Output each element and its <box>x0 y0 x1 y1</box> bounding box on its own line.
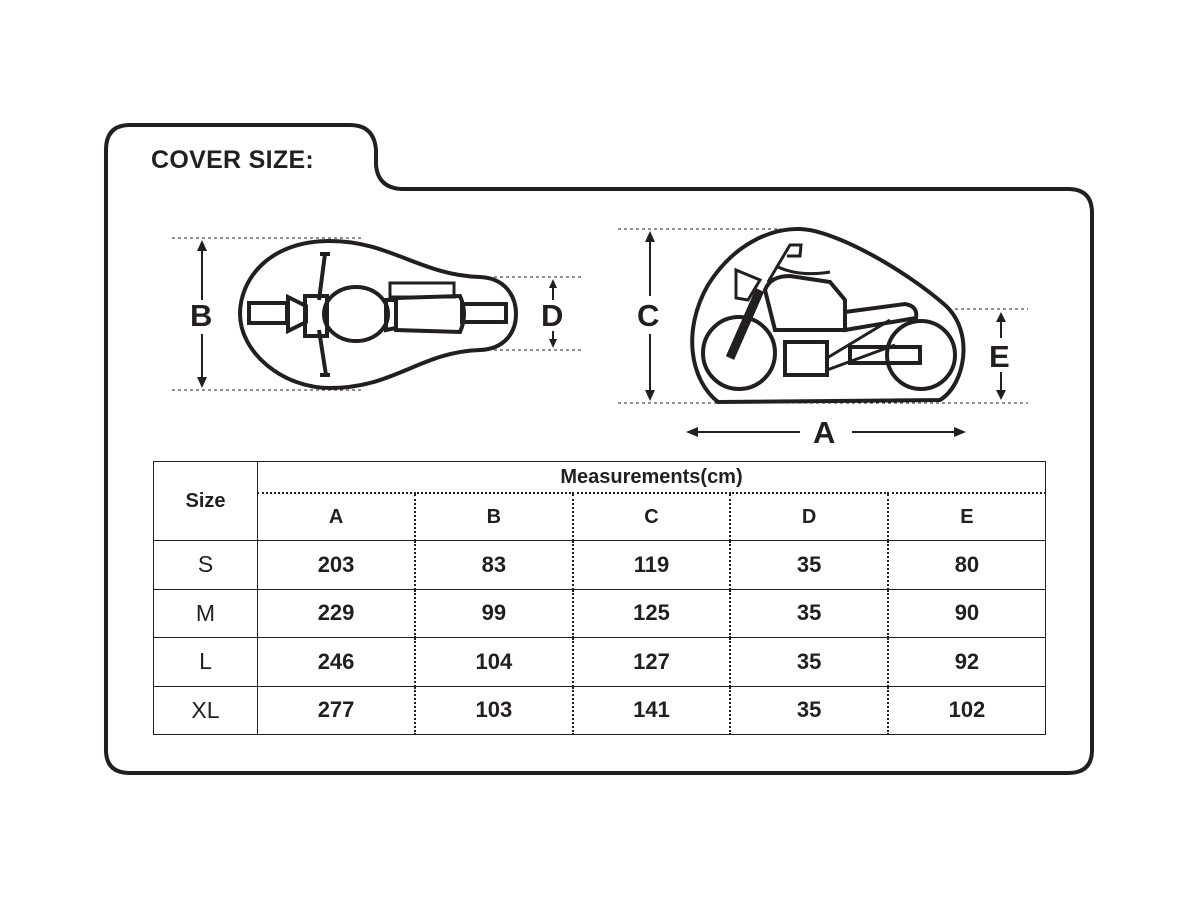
dimension-label-a: A <box>813 415 836 450</box>
table-cell: 141 <box>573 686 731 735</box>
dimension-label-e: E <box>989 339 1010 374</box>
table-cell: 119 <box>573 541 731 590</box>
cover-size-title: COVER SIZE: <box>151 146 315 174</box>
table-cell: 90 <box>888 589 1046 638</box>
table-cell: 103 <box>415 686 573 735</box>
table-row <box>154 589 1046 638</box>
table-cell: 35 <box>730 541 888 590</box>
size-table <box>153 461 1046 735</box>
table-cell: 127 <box>573 638 731 687</box>
table-row <box>154 638 1046 687</box>
row-size-label: S <box>154 541 258 590</box>
column-header: B <box>415 493 573 541</box>
row-size-label: L <box>154 638 258 687</box>
top-cover-outline <box>240 241 516 388</box>
column-header: C <box>573 493 731 541</box>
table-row <box>154 686 1046 735</box>
table-row <box>154 541 1046 590</box>
table-cell: 229 <box>258 589 416 638</box>
dimension-label-d: D <box>541 298 564 333</box>
table-cell: 102 <box>888 686 1046 735</box>
table-cell: 125 <box>573 589 731 638</box>
top-view-diagram <box>172 238 584 390</box>
table-cell: 35 <box>730 686 888 735</box>
table-cell: 92 <box>888 638 1046 687</box>
table-cell: 35 <box>730 638 888 687</box>
table-cell: 203 <box>258 541 416 590</box>
table-cell: 83 <box>415 541 573 590</box>
table-cell: 35 <box>730 589 888 638</box>
column-header: A <box>258 493 416 541</box>
table-cell: 277 <box>258 686 416 735</box>
row-size-label: XL <box>154 686 258 735</box>
side-view-diagram <box>618 229 1028 437</box>
column-header: E <box>888 493 1046 541</box>
column-header: D <box>730 493 888 541</box>
dimension-label-b: B <box>190 298 213 333</box>
table-cell: 99 <box>415 589 573 638</box>
table-cell: 104 <box>415 638 573 687</box>
measurements-header: Measurements(cm) <box>258 462 1046 494</box>
table-cell: 246 <box>258 638 416 687</box>
row-size-label: M <box>154 589 258 638</box>
dimension-label-c: C <box>637 298 660 333</box>
size-header: Size <box>154 462 258 541</box>
table-cell: 80 <box>888 541 1046 590</box>
